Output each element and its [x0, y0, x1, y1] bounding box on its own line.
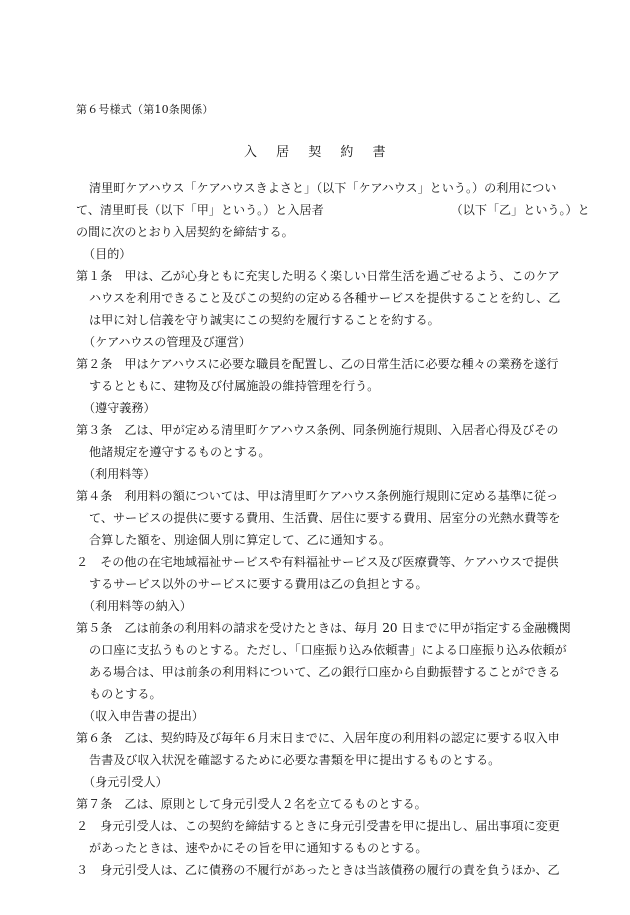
- article-heading: （利用料等の納入）: [83, 599, 192, 613]
- form-number-label: 第６号様式（第10条関係）: [76, 103, 214, 116]
- preamble-line: 清里町ケアハウス「ケアハウスきよさと」（以下「ケアハウス」という。）の利用につい: [89, 181, 557, 195]
- document-title: 入 居 契 約 書: [243, 145, 387, 160]
- article-heading: （遵守義務）: [83, 401, 156, 415]
- article-heading: （利用料等）: [83, 467, 156, 481]
- article-line: ある場合は、甲は前条の利用料について、乙の銀行口座から自動振替することができる: [89, 665, 561, 679]
- article-line: ２ 身元引受人は、この契約を締結するときに身元引受書を甲に提出し、届出事項に変更: [76, 819, 560, 833]
- article-heading: （目的）: [83, 247, 132, 261]
- article-line: の口座に支払うものとする。ただし、「口座振り込み依頼書」による口座振り込み依頼が: [89, 643, 567, 657]
- article-line: 第７条 乙は、原則として身元引受人２名を立てるものとする。: [76, 797, 427, 811]
- article-line: 第１条 甲は、乙が心身ともに充実した明るく楽しい日常生活を過ごせるよう、このケア: [76, 269, 560, 283]
- article-line: 第６条 乙は、契約時及び毎年６月末日までに、入居年度の利用料の認定に要する収入申: [76, 731, 560, 745]
- article-line: 第４条 利用料の額については、甲は清里町ケアハウス条例施行規則に定める基準に従っ: [76, 489, 559, 503]
- article-line: ものとする。: [89, 687, 162, 701]
- article-line: 他諸規定を遵守するものとする。: [89, 445, 271, 459]
- preamble-line: て、清里町長（以下「甲」という。）と入居者 （以下「乙」という。）と: [76, 203, 590, 217]
- article-line: ２ その他の在宅地域福祉サービスや有料福祉サービス及び医療費等、ケアハウスで提供: [76, 555, 559, 569]
- article-line: は甲に対し信義を守り誠実にこの契約を履行することを約する。: [89, 313, 440, 327]
- article-line: があったときは、速やかにその旨を甲に通知するものとする。: [89, 841, 428, 855]
- article-line: ハウスを利用できること及びこの契約の定める各種サービスを提供することを約し、乙: [89, 291, 561, 305]
- article-line: て、サービスの提供に要する費用、生活費、居住に要する費用、居室分の光熱水費等を: [89, 511, 561, 525]
- article-line: するとともに、建物及び付属施設の維持管理を行う。: [89, 379, 380, 393]
- article-line: 第３条 乙は、甲が定める清里町ケアハウス条例、同条例施行規則、入居者心得及びその: [76, 423, 559, 437]
- article-line: 告書及び収入状況を確認するために必要な書類を甲に提出するものとする。: [89, 753, 501, 767]
- article-line: 合算した額を、別途個人別に算定して、乙に通知する。: [89, 533, 392, 547]
- article-heading: （身元引受人）: [83, 775, 168, 789]
- article-line: ３ 身元引受人は、乙に債務の不履行があったときは当該債務の履行の責を負うほか、乙: [76, 863, 560, 877]
- article-line: 第２条 甲はケアハウスに必要な職員を配置し、乙の日常生活に必要な種々の業務を遂行: [76, 357, 559, 371]
- article-line: 第５条 乙は前条の利用料の請求を受けたときは、毎月 20 日までに甲が指定する金融機関: [76, 621, 571, 635]
- article-line: するサービス以外のサービスに要する費用は乙の負担とする。: [89, 577, 428, 591]
- preamble-line: の間に次のとおり入居契約を締結する。: [76, 225, 294, 239]
- article-heading: （ケアハウスの管理及び運営）: [83, 335, 251, 349]
- article-heading: （収入申告書の提出）: [83, 709, 204, 723]
